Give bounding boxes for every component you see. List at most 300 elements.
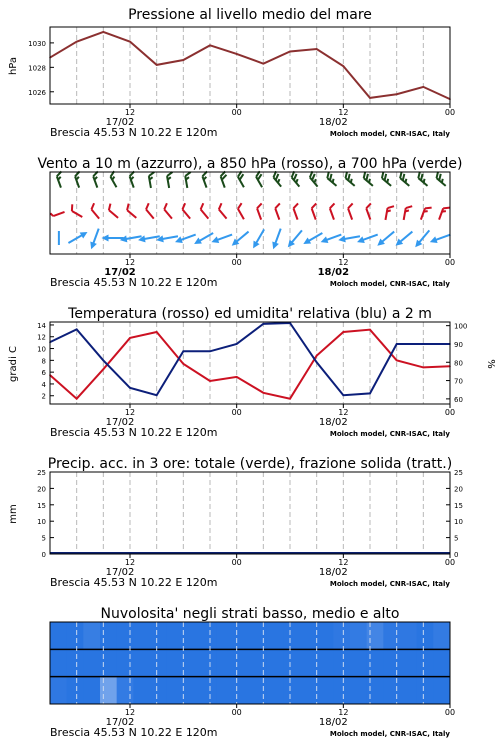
humidity-point	[183, 350, 185, 352]
temperature-y-tick-label: 10	[37, 345, 46, 354]
precip-y2-tick-label: 20	[454, 485, 463, 494]
precip-y2-tick-label: 25	[454, 469, 463, 477]
wind-barb-10m	[229, 229, 250, 249]
cloud-date-label: 18/02	[318, 717, 348, 728]
precip-frame	[50, 472, 450, 554]
wind-barb-shaft	[293, 208, 297, 219]
wind-barb-700hpa	[255, 171, 268, 187]
wind-barb-10m	[174, 231, 197, 245]
temperature-y-tick-label: 12	[37, 333, 46, 342]
humidity-point	[236, 343, 238, 345]
cloud-cell-basso	[200, 677, 217, 704]
wind-barb-shaft	[312, 208, 316, 219]
temperature-point	[236, 376, 238, 378]
wind-date-label: 17/02	[104, 267, 136, 278]
cloud-cell-medio	[317, 649, 334, 676]
precip-date-label: 18/02	[318, 567, 348, 578]
wind-barb-700hpa	[343, 172, 358, 186]
cloud-cell-basso	[233, 677, 250, 704]
wind-barb-850hpa	[181, 203, 195, 218]
cloud-cell-medio	[200, 649, 217, 676]
cloud-cell-basso	[367, 677, 384, 704]
wind-barb-850hpa	[107, 204, 122, 218]
cloud-credit-label: Moloch model, CNR-ISAC, Italy	[329, 730, 450, 738]
precip-y2-tick-label: 0	[454, 551, 459, 559]
pressure-series-line	[50, 32, 450, 99]
wind-barb-700hpa	[236, 171, 249, 187]
temperature-point	[76, 398, 78, 400]
humidity-y-tick-label: 80	[454, 359, 463, 368]
temperature-point	[183, 363, 185, 365]
pressure-x-tick-label: 00	[444, 108, 456, 117]
wind-barb-10m	[302, 230, 325, 247]
cloud-date-label: 17/02	[105, 717, 135, 728]
precip-y2-tick-label: 15	[454, 501, 463, 510]
wind-barb-700hpa	[201, 171, 212, 187]
cloud-cell-basso	[350, 677, 367, 704]
cloud-cell-alto	[200, 622, 217, 649]
temperature-point	[263, 392, 265, 394]
cloud-cell-basso	[183, 677, 200, 704]
cloud-panel	[50, 606, 455, 739]
pressure-point	[263, 63, 265, 65]
wind-barb-10m	[270, 227, 284, 250]
cloud-cell-basso	[167, 677, 184, 704]
wind-arrow-head	[302, 237, 312, 247]
cloud-cell-alto	[300, 622, 317, 649]
wind-barb-shaft	[91, 209, 99, 218]
pressure-point	[183, 59, 185, 61]
humidity-y-tick-label: 60	[454, 395, 463, 404]
temperature-point	[316, 355, 318, 357]
humidity-point	[129, 387, 131, 389]
cloud-cell-alto	[67, 622, 84, 649]
precip-x-tick-label: 12	[338, 558, 349, 567]
cloud-cell-basso	[433, 677, 450, 704]
temperature-x-tick-label: 00	[444, 408, 456, 417]
wind-barb-850hpa	[69, 204, 85, 217]
temperature-date-label: 17/02	[105, 417, 135, 428]
wind-arrow-head	[319, 236, 328, 245]
pressure-point	[316, 48, 318, 50]
wind-barb-850hpa	[274, 203, 285, 219]
cloud-cell-medio	[50, 649, 67, 676]
humidity-y-tick-label: 100	[454, 322, 468, 331]
pressure-x-tick-label: 00	[231, 108, 242, 117]
wind-barb-850hpa	[329, 203, 340, 219]
temperature-y-axis-label: gradi C	[8, 346, 19, 382]
wind-barb-10m	[429, 231, 452, 245]
wind-barb-10m	[101, 235, 123, 242]
cloud-cell-medio	[400, 649, 417, 676]
temperature-title: Temperatura (rosso) ed umidita' relativa (blu) a 2 m	[68, 306, 432, 322]
cloud-cell-alto	[400, 622, 417, 649]
wind-barb-10m	[319, 231, 342, 245]
wind-barb-flag	[185, 172, 191, 176]
wind-barb-850hpa	[292, 203, 303, 219]
cloud-cell-basso	[400, 677, 417, 704]
wind-arrow-head	[429, 236, 438, 245]
cloud-x-tick-label: 00	[231, 708, 242, 717]
cloud-cell-medio	[350, 649, 367, 676]
wind-barb-flag	[167, 172, 173, 176]
humidity-point	[316, 361, 318, 363]
cloud-cell-alto	[367, 622, 384, 649]
wind-barb-700hpa	[74, 171, 85, 187]
humidity-point	[263, 323, 265, 325]
cloud-x-tick-label: 12	[124, 708, 136, 717]
cloud-cell-medio	[433, 649, 450, 676]
wind-barb-shaft	[439, 208, 443, 219]
wind-barb-flag	[274, 203, 281, 208]
wind-barb-10m	[88, 227, 102, 250]
cloud-cell-basso	[267, 677, 284, 704]
pressure-date-label: 18/02	[318, 117, 348, 128]
wind-barb-flag	[90, 203, 97, 209]
wind-barb-850hpa	[199, 203, 213, 218]
precip-y-tick-label: 10	[37, 518, 46, 527]
cloud-cell-alto	[350, 622, 367, 649]
cloud-cell-basso	[217, 677, 234, 704]
wind-barb-shaft	[330, 208, 334, 219]
cloud-cell-basso	[300, 677, 317, 704]
temperature-point	[396, 360, 398, 362]
cloud-cell-alto	[417, 622, 434, 649]
precip-date-label: 17/02	[105, 567, 135, 578]
wind-barb-10m	[285, 228, 305, 249]
cloud-cell-medio	[333, 649, 350, 676]
pressure-y-tick-label: 1030	[28, 39, 46, 48]
pressure-point	[156, 64, 158, 66]
precip-panel	[8, 456, 463, 589]
cloud-cell-alto	[100, 622, 117, 649]
temperature-point	[343, 331, 345, 333]
wind-barb-flag	[425, 206, 432, 211]
cloud-cell-medio	[133, 649, 150, 676]
pressure-credit-label: Moloch model, CNR-ISAC, Italy	[329, 130, 450, 138]
pressure-point	[343, 65, 345, 67]
pressure-x-tick-label: 12	[124, 108, 136, 117]
temperature-y-tick-label: 4	[41, 380, 46, 389]
temperature-point	[129, 337, 131, 339]
precip-y2-tick-label: 10	[454, 518, 463, 527]
cloud-cell-basso	[150, 677, 167, 704]
pressure-point	[396, 93, 398, 95]
precip-credit-label: Moloch model, CNR-ISAC, Italy	[329, 580, 450, 588]
wind-barb-850hpa	[311, 203, 322, 219]
wind-barb-shaft	[219, 209, 227, 218]
wind-barb-half-flag	[50, 213, 53, 217]
wind-barb-700hpa	[167, 172, 176, 188]
precip-x-tick-label: 12	[124, 558, 136, 567]
cloud-cell-alto	[167, 622, 184, 649]
wind-x-tick-label: 00	[231, 258, 242, 267]
cloud-cell-basso	[117, 677, 134, 704]
precip-location-label: Brescia 45.53 N 10.22 E 120m	[50, 576, 218, 589]
cloud-cell-medio	[117, 649, 134, 676]
wind-barb-850hpa	[365, 203, 376, 219]
cloud-cell-basso	[67, 677, 84, 704]
cloud-cell-basso	[133, 677, 150, 704]
wind-barb-850hpa	[125, 204, 140, 218]
wind-barb-shaft	[404, 208, 406, 220]
cloud-cell-medio	[100, 649, 117, 676]
cloud-cell-alto	[333, 622, 350, 649]
precip-title: Precip. acc. in 3 ore: totale (verde), frazione solida (tratt.)	[47, 456, 453, 472]
wind-barb-10m	[356, 231, 379, 245]
wind-barb-10m	[119, 233, 142, 244]
humidity-y-tick-label: 70	[454, 377, 463, 386]
wind-credit-label: Moloch model, CNR-ISAC, Italy	[329, 280, 450, 288]
wind-barb-flag	[162, 203, 169, 209]
pressure-x-tick-label: 12	[338, 108, 349, 117]
cloud-cell-alto	[433, 622, 450, 649]
temperature-y-tick-label: 8	[41, 357, 46, 366]
wind-barb-shaft	[385, 208, 387, 220]
cloud-cell-alto	[150, 622, 167, 649]
temperature-x-tick-label: 12	[338, 408, 349, 417]
wind-barb-shaft	[146, 209, 154, 218]
wind-arrow-head	[250, 241, 260, 251]
cloud-cell-medio	[183, 649, 200, 676]
wind-barb-shaft	[421, 208, 425, 219]
cloud-cell-medio	[150, 649, 167, 676]
cloud-title: Nuvolosita' negli strati basso, medio e alto	[100, 606, 400, 622]
pressure-point	[103, 31, 105, 33]
precip-x-tick-label: 00	[231, 558, 242, 567]
cloud-cell-alto	[217, 622, 234, 649]
wind-barb-700hpa	[109, 171, 122, 187]
wind-barb-850hpa	[50, 209, 64, 217]
wind-barb-flag	[292, 203, 299, 208]
pressure-y-tick-label: 1026	[28, 88, 46, 97]
wind-location-label: Brescia 45.53 N 10.22 E 120m	[50, 276, 218, 289]
cloud-cell-medio	[250, 649, 267, 676]
wind-barb-700hpa	[434, 172, 449, 186]
precip-y-tick-label: 5	[41, 534, 46, 543]
temperature-point	[156, 331, 158, 333]
humidity-point	[76, 329, 78, 331]
wind-barb-850hpa	[385, 205, 394, 221]
humidity-point	[209, 350, 211, 352]
wind-barb-10m	[413, 228, 433, 249]
pressure-point	[369, 97, 371, 99]
wind-barb-flag	[181, 203, 188, 209]
pressure-point	[129, 41, 131, 43]
cloud-cell-basso	[333, 677, 350, 704]
wind-barb-flag	[199, 203, 206, 209]
wind-barb-shaft	[275, 208, 279, 219]
cloud-cell-medio	[167, 649, 184, 676]
wind-barb-850hpa	[439, 206, 450, 222]
wind-barb-700hpa	[325, 172, 340, 186]
cloud-cell-basso	[283, 677, 300, 704]
pressure-point	[423, 86, 425, 88]
wind-barb-shaft	[53, 212, 64, 216]
wind-barb-850hpa	[90, 203, 104, 218]
wind-barb-flag	[365, 203, 372, 208]
wind-barb-flag	[388, 205, 394, 209]
cloud-cell-medio	[233, 649, 250, 676]
wind-barb-flag	[443, 206, 450, 211]
humidity-point	[103, 360, 105, 362]
wind-barb-shaft	[257, 208, 261, 219]
cloud-cell-basso	[100, 677, 117, 704]
cloud-cell-basso	[383, 677, 400, 704]
wind-barb-shaft	[201, 209, 209, 218]
wind-barb-flag	[144, 203, 151, 209]
wind-arrow-head	[119, 235, 127, 243]
temperature-y-tick-label: 2	[41, 392, 46, 401]
wind-arrow-head	[101, 235, 108, 242]
wind-barb-shaft	[238, 209, 244, 219]
cloud-cell-basso	[250, 677, 267, 704]
cloud-cell-basso	[50, 677, 67, 704]
humidity-y-tick-label: 90	[454, 340, 463, 349]
wind-barb-700hpa	[92, 171, 103, 187]
temperature-series-line	[50, 330, 450, 399]
cloud-cell-medio	[417, 649, 434, 676]
wind-barb-flag	[236, 203, 243, 209]
pressure-point	[76, 41, 78, 43]
cloud-cell-basso	[417, 677, 434, 704]
pressure-location-label: Brescia 45.53 N 10.22 E 120m	[50, 126, 218, 139]
humidity-point	[343, 394, 345, 396]
wind-barb-700hpa	[398, 172, 413, 186]
wind-barb-700hpa	[272, 171, 286, 186]
temperature-x-tick-label: 00	[231, 408, 242, 417]
wind-x-tick-label: 12	[338, 258, 349, 267]
pressure-frame	[50, 27, 450, 104]
wind-x-tick-label: 12	[124, 258, 136, 267]
wind-barb-850hpa	[162, 203, 176, 218]
precip-y-tick-label: 15	[37, 501, 46, 510]
wind-panel	[37, 156, 462, 289]
wind-barb-700hpa	[290, 171, 304, 186]
wind-barb-850hpa	[217, 203, 231, 218]
pressure-y-tick-label: 1028	[28, 64, 46, 73]
wind-barb-flag	[148, 172, 154, 176]
cloud-cell-basso	[317, 677, 334, 704]
cloud-cell-medio	[217, 649, 234, 676]
pressure-y-axis-label: hPa	[8, 56, 19, 76]
cloud-cell-medio	[283, 649, 300, 676]
temperature-point	[209, 380, 211, 382]
wind-barb-flag	[107, 204, 113, 211]
wind-arrow-head	[88, 242, 97, 251]
humidity-point	[423, 343, 425, 345]
cloud-x-tick-label: 12	[338, 708, 349, 717]
wind-barb-700hpa	[185, 172, 194, 188]
precip-y-tick-label: 0	[41, 551, 46, 559]
cloud-cell-alto	[383, 622, 400, 649]
wind-barb-10m	[250, 228, 267, 251]
wind-barb-flag	[329, 203, 336, 208]
cloud-x-tick-label: 00	[444, 708, 456, 717]
wind-arrow-head	[338, 235, 346, 243]
precip-y-tick-label: 20	[37, 485, 46, 494]
wind-barb-700hpa	[220, 171, 231, 187]
temperature-point	[289, 398, 291, 400]
temperature-date-label: 18/02	[318, 417, 348, 428]
wind-barb-shaft	[348, 208, 352, 219]
cloud-cell-medio	[383, 649, 400, 676]
cloud-cell-medio	[300, 649, 317, 676]
precip-y-axis-label: mm	[8, 504, 19, 524]
pressure-point	[236, 53, 238, 55]
cloud-cell-medio	[267, 649, 284, 676]
pressure-point	[209, 45, 211, 47]
wind-barb-flag	[406, 205, 412, 209]
wind-barb-10m	[192, 230, 215, 247]
cloud-cell-alto	[317, 622, 334, 649]
precip-x-tick-label: 00	[444, 558, 456, 567]
wind-barb-700hpa	[56, 171, 67, 187]
wind-arrow-head	[270, 242, 279, 251]
pressure-point	[289, 51, 291, 53]
cloud-cell-basso	[83, 677, 100, 704]
temperature-point	[423, 367, 425, 369]
temperature-x-tick-label: 12	[124, 408, 136, 417]
pressure-panel	[8, 7, 455, 139]
wind-barb-flag	[256, 203, 263, 208]
humidity-y-axis-label: %	[485, 359, 496, 369]
cloud-cell-alto	[283, 622, 300, 649]
cloud-cell-medio	[367, 649, 384, 676]
cloud-cell-alto	[183, 622, 200, 649]
wind-barb-850hpa	[236, 203, 249, 219]
cloud-cell-alto	[50, 622, 67, 649]
pressure-title: Pressione al livello medio del mare	[128, 7, 372, 23]
wind-barb-700hpa	[148, 172, 157, 188]
wind-x-tick-label: 00	[444, 258, 456, 267]
cloud-cell-alto	[267, 622, 284, 649]
wind-barb-shaft	[164, 209, 172, 218]
wind-barb-850hpa	[404, 205, 413, 221]
wind-barb-shaft	[127, 210, 136, 218]
cloud-cell-alto	[117, 622, 134, 649]
wind-barb-10m	[156, 233, 179, 244]
wind-barb-10m	[67, 229, 90, 246]
temperature-point	[369, 329, 371, 331]
wind-barb-flag	[347, 203, 354, 208]
temperature-y-tick-label: 14	[37, 321, 46, 330]
wind-barb-850hpa	[421, 206, 432, 222]
temperature-credit-label: Moloch model, CNR-ISAC, Italy	[329, 430, 450, 438]
precip-y-tick-label: 25	[37, 469, 46, 477]
temperature-y-tick-label: 6	[41, 369, 46, 378]
cloud-cell-alto	[250, 622, 267, 649]
cloud-cell-alto	[133, 622, 150, 649]
cloud-cell-alto	[233, 622, 250, 649]
wind-barb-shaft	[109, 210, 118, 218]
temperature-panel	[8, 306, 496, 439]
wind-barb-700hpa	[380, 172, 395, 186]
wind-date-label: 18/02	[317, 267, 350, 278]
wind-barb-10m	[375, 229, 396, 249]
wind-arrow-head	[192, 237, 202, 247]
wind-barb-850hpa	[256, 203, 267, 219]
wind-title: Vento a 10 m (azzurro), a 850 hPa (rosso), a 700 hPa (verde)	[37, 156, 463, 172]
wind-barb-850hpa	[347, 203, 358, 219]
wind-barb-flag	[69, 204, 75, 211]
wind-arrow-head	[210, 236, 219, 245]
humidity-point	[396, 343, 398, 345]
humidity-point	[369, 393, 371, 395]
cloud-location-label: Brescia 45.53 N 10.22 E 120m	[50, 726, 218, 739]
temperature-location-label: Brescia 45.53 N 10.22 E 120m	[50, 426, 218, 439]
wind-barb-flag	[217, 203, 224, 209]
